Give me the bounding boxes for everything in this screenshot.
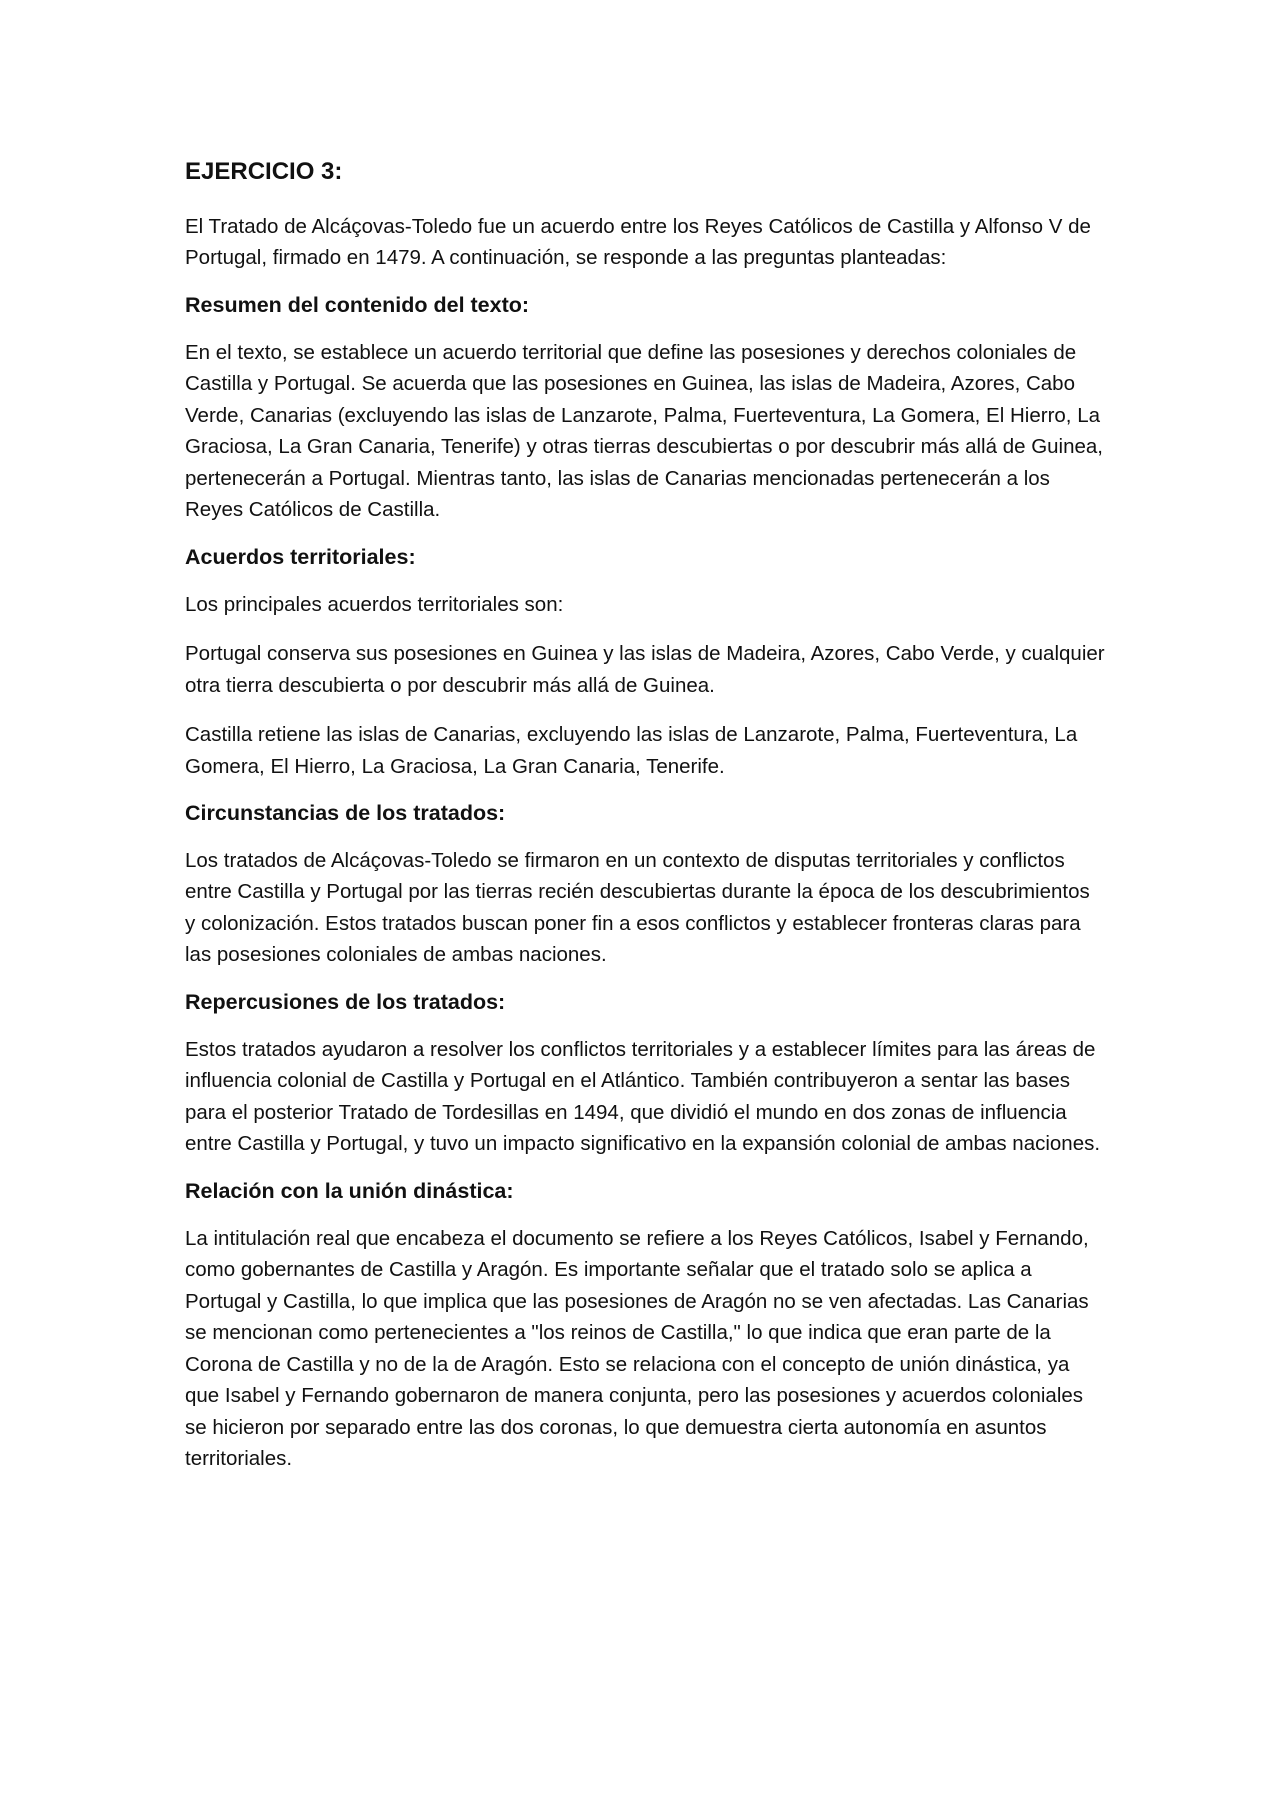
- dynastic-union-paragraph: La intitulación real que encabeza el documento se refiere a los Reyes Católicos, Isabel y Fernando, como gobernantes de Castilla y Aragón. Es importante señalar que el tratado solo se aplica a Portugal y Castilla, lo que implica que las posesiones de Aragón no se ven afectadas. Las Canarias se mencionan como pertenecientes a "los reinos de Castilla," lo que indica que eran parte de la Corona de Castilla y no de la de Aragón. Esto se relaciona con el concepto de unión dinástica, ya que Isabel y Fernando gobernaron de manera conjunta, pero las posesiones y acuerdos coloniales se hicieron por separado entre las dos coronas, lo que demuestra cierta autonomía en asuntos territoriales.: [185, 1226, 1089, 1471]
- portugal-agreement-paragraph: Portugal conserva sus posesiones en Guinea y las islas de Madeira, Azores, Cabo Verde, y cualquier otra tierra descubierta o por descubrir más allá de Guinea.: [185, 642, 1105, 697]
- castilla-agreement-paragraph: Castilla retiene las islas de Canarias, excluyendo las islas de Lanzarote, Palma, Fuerteventura, La Gomera, El Hierro, La Graciosa, La Gran Canaria, Tenerife.: [185, 723, 1078, 778]
- section-heading-circumstances: Circunstancias de los tratados:: [185, 801, 506, 826]
- section-heading-territorial-agreements: Acuerdos territoriales:: [185, 544, 416, 569]
- summary-paragraph: En el texto, se establece un acuerdo territorial que define las posesiones y derechos coloniales de Castilla y Portugal. Se acuerda que las posesiones en Guinea, las islas de Madeira, Azores, Cabo Verde, Canarias (excluyendo las islas de Lanzarote, Palma, Fuerteventura, La Gomera, El Hierro, La Graciosa, La Gran Canaria, Tenerife) y otras tierras descubiertas o por descubrir más allá de Guinea, pertenecerán a Portugal. Mientras tanto, las islas de Canarias mencionadas pertenecerán a los Reyes Católicos de Castilla.: [185, 340, 1104, 522]
- circumstances-paragraph: Los tratados de Alcáçovas-Toledo se firmaron en un contexto de disputas territoriales y conflictos entre Castilla y Portugal por las tierras recién descubiertas durante la época de los descubrimientos y colonización. Estos tratados buscan poner fin a esos conflictos y establecer fronteras claras para las posesiones coloniales de ambas naciones.: [185, 848, 1090, 967]
- exercise-title: EJERCICIO 3:: [185, 158, 343, 185]
- section-heading-summary: Resumen del contenido del texto:: [185, 292, 530, 317]
- repercussions-paragraph: Estos tratados ayudaron a resolver los conflictos territoriales y a establecer límites para las áreas de influencia colonial de Castilla y Portugal en el Atlántico. También contribuyeron a sentar las bases para el posterior Tratado de Tordesillas en 1494, que dividió el mundo en dos zonas de influencia entre Castilla y Portugal, y tuvo un impacto significativo en la expansión colonial de ambas naciones.: [185, 1037, 1101, 1156]
- document-body: [185, 158, 1105, 1493]
- intro-paragraph: El Tratado de Alcáçovas-Toledo fue un acuerdo entre los Reyes Católicos de Castilla y Alfonso V de Portugal, firmado en 1479. A continuación, se responde a las preguntas planteadas:: [185, 214, 1091, 270]
- agreements-intro-paragraph: Los principales acuerdos territoriales son:: [185, 592, 564, 616]
- section-heading-repercussions: Repercusiones de los tratados:: [185, 989, 506, 1014]
- section-heading-dynastic-union: Relación con la unión dinástica:: [185, 1178, 514, 1203]
